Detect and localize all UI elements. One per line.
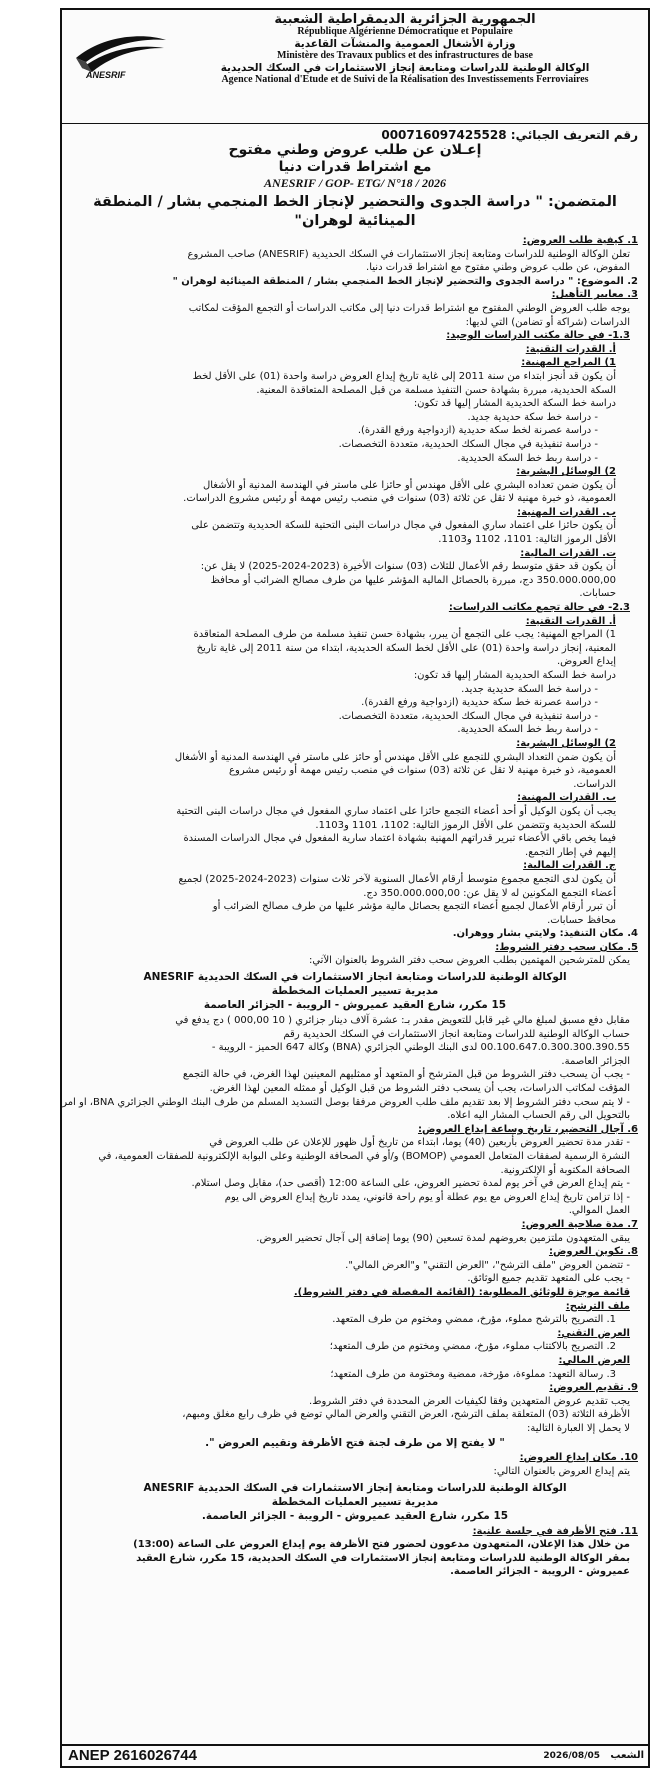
text-line: ب. القدرات المهنية: — [517, 506, 616, 518]
text-line: أن تبرر أرقام الأعمال لجميع أعضاء التجمع بحصائل مالية مؤشر عليها من طرف مصالح الضرائب أو — [212, 901, 616, 913]
address-line: 15 مكرر، شارع العقيد عميروش - الرويبة - الجزائر العاصمة. — [201, 1509, 509, 1522]
text-line: أن يكون قد حقق متوسط رقم الأعمال للثلاث (03) سنوات الأخيرة (2023-2024-2025) لا يقل عن: — [200, 561, 616, 573]
text-line: إيداع العروض. — [557, 656, 616, 668]
republic-fr: République Algérienne Démocratique et Populaire — [297, 26, 513, 37]
text-line: الجزائر العاصمة. — [561, 1055, 630, 1067]
text-line: ت. القدرات المالية: — [520, 547, 616, 559]
agency-fr: Agence National d'Etude et de Suivi de la Réalisation des Investissements Ferroviaires — [221, 74, 589, 85]
tax-id-label: رقم التعريف الجبائي: — [510, 128, 638, 142]
text-line: - إذا تزامن تاريخ إيداع العروض مع يوم عطلة أو يوم راحة قانوني، يمدد تاريخ إيداع العروض الى يوم — [224, 1191, 630, 1203]
text-line: - دراسة عصرنة لخط سكة حديدية (ازدواجية ورفع القدرة). — [357, 425, 598, 437]
text-line: ب. القدرات المهنية: — [517, 792, 616, 804]
text-line: 4. مكان التنفيذ: ولايتي بشار ووهران. — [452, 928, 638, 940]
text-line: الأقل الرموز التالية: 1101، 1102 و1103. — [438, 534, 616, 546]
notice-subtitle: مع اشتراط قدرات دنيا — [278, 159, 432, 175]
republic-ar: الجمهورية الجزائرية الديمقراطية الشعبية — [274, 12, 536, 27]
text-line: 2) الوسائل البشرية: — [516, 466, 616, 478]
address-block-2 — [72, 1481, 638, 1523]
publication-date: 2026/08/05 — [543, 1751, 600, 1761]
tax-id-number: 000716097425528 — [381, 128, 507, 142]
address-line: الوكالة الوطنية للدراسات ومتابعة انجاز الاستثمارات في السكك الحديدية ANESRIF — [143, 971, 567, 984]
text-line: 9. تقديم العروض: — [549, 1382, 638, 1394]
text-line: للسكة الحديدية وتتضمن على الأقل الرموز التالية: 1102، 1101 و1103. — [315, 819, 616, 831]
text-line: دراسة خط السكة الحديدية المشار إليها قد تكون: — [413, 670, 616, 681]
address-line: مديرية تسيير العمليات المخططة — [271, 985, 439, 998]
text-line: 2. التصريح بالاكتتاب مملوء، مؤرخ، ممضي ومختوم من طرف المتعهد؛ — [329, 1341, 616, 1353]
logo-text: ANESRIF — [86, 70, 126, 80]
ministry-ar: وزارة الأشغال العمومية والمنشآت القاعدية — [294, 38, 516, 50]
text-line: 1. كيفية طلب العروض: — [522, 235, 638, 246]
text-line: 8. تكوين العروض: — [548, 1246, 638, 1258]
text-line: 6. آجال التحضير، تاريخ وساعة إيداع العروض: — [417, 1123, 638, 1135]
text-line: بمقر الوكالة الوطنية للدراسات ومتابعة إنجاز الاستثمارات في السكك الحديدية، 15 مكرر، شارع العقيد — [136, 1552, 630, 1564]
text-line: 350.000.000,00 دج، مبررة بالحصائل المالية المؤشر عليها من طرف مصالح الضرائب أو محافظ — [210, 574, 616, 586]
sections-5-9 — [62, 1014, 638, 1435]
text-line: 2) الوسائل البشرية: — [516, 737, 616, 749]
text-line: عميروش - الرويبة - الجزائر العاصمة. — [450, 1566, 630, 1578]
notice-body — [62, 124, 648, 1579]
text-line: - يجب أن يسحب دفتر الشروط من قبل المترشح أو المتعهد أو ممثليهم المعينين لهذا الغرض، في حالة التجمع — [182, 1069, 630, 1081]
text-line: لا يحمل إلا العبارة التالية: — [527, 1422, 630, 1434]
text-line: يمكن للمترشحين المهتمين بطلب العروض سحب دفتر الشروط بالعنوان الآتي: — [308, 955, 630, 967]
text-line: - دراسة خط سكة حديدية جديد. — [467, 411, 598, 423]
address-line: الوكالة الوطنية للدراسات ومتابعة إنجاز الاستثمارات في السكك الحديدية ANESRIF — [143, 1481, 567, 1494]
tax-id — [72, 128, 638, 142]
anep-number: ANEP 2616026744 — [68, 1747, 197, 1764]
text-line: - دراسة ربط خط السكة الحديدية. — [457, 724, 598, 736]
text-line: حسابات. — [579, 588, 616, 600]
text-line: أن يكون ضمن التعداد البشري للتجمع على الأقل مهندس أو حائز على ماستر في الهندسة المدنية أو الأشغال — [174, 751, 616, 763]
text-line: 1) المراجع المهنية: — [521, 357, 616, 369]
newspaper-name: الشعب — [610, 1750, 644, 1761]
text-line: 00.100.647.0.300.300.390.55 لدى البنك الوطني الجزائري (BNA) وكالة 647 الحميز - الرويبة - — [211, 1042, 630, 1054]
letterhead — [62, 10, 648, 124]
text-line: 3. معايير التأهيل: — [551, 289, 638, 301]
text-line: أن يكون قد أنجز ابتداء من سنة 2011 إلى غاية تاريخ إيداع العروض دراسة واحدة (01) على الأقل لخط — [192, 370, 616, 382]
address-line: مديرية تسيير العمليات المخططة — [271, 1495, 439, 1508]
text-line: الدراسات (شراكة أو تضامن) التي لديها: — [465, 316, 630, 328]
text-line: 2.3- في حالة تجمع مكاتب الدراسات: — [448, 602, 630, 614]
ministry-fr: Ministère des Travaux publics et des infrastructures de base — [277, 50, 533, 61]
text-line: أن يكون لدى التجمع مجموع متوسط أرقام الأعمال السنوية لآخر ثلاث سنوات (2023-2024-2025) لجميع — [178, 873, 616, 885]
text-line: 1) المراجع المهنية: يجب على التجمع أن يبرر، بشهادة حسن تنفيذ مسلمة من طرف المصلحة المتعاقدة — [193, 629, 616, 641]
text-line: الأظرفة الثلاثة (03) المتعلقة بملف الترشح، العرض التقني والعرض المالي توضع في ظرف رابع مغلق ومبهم، — [182, 1409, 630, 1421]
text-line: 1. التصريح بالترشح مملوء، مؤرخ، ممضي ومختوم من طرف المتعهد. — [332, 1314, 616, 1326]
text-line: المعنية، إنجاز دراسة واحدة (01) على الأقل لخط السكة الحديدية، ابتداء من سنة 2011 إلى غاية تاريخ — [196, 642, 616, 654]
text-line: أن يكون حائزا على اعتماد ساري المفعول في مجال دراسات البنى التحتية للسكة الحديدية وتتضمن على — [191, 520, 616, 532]
envelope-inscription: " لا يفتح إلا من طرف لجنة فتح الأظرفة وتقييم العروض ". — [205, 1437, 505, 1450]
text-line: النشرة الرسمية لصفقات المتعامل العمومي (BOMOP) و/أو في الصحافة الوطنية وعلى البوابة الإلكترونية للصفقات العمومية، في — [98, 1151, 630, 1162]
text-line: - لا يتم سحب دفتر الشروط إلا بعد تقديم ملف طلب العروض مرفقا بوصل التسديد المسلم من طرف البنك الوطني الجزائري BNA، او امر — [62, 1096, 630, 1108]
address-line: 15 مكرر، شارع العقيد عميروش - الرويبة - الجزائر العاصمة — [203, 999, 507, 1012]
text-line: أعضاء التجمع المكونين له لا يقل عن: 350.000.000,00 دج. — [363, 887, 616, 899]
text-line: الصحافة المكتوبة أو الإلكترونية. — [500, 1164, 630, 1176]
text-line: يجب أن يكون الوكيل أو أحد أعضاء التجمع حائزا على اعتماد ساري المفعول في مجال دراسات البنى التحتية — [176, 805, 616, 817]
tender-notice-page — [60, 8, 650, 1768]
text-line: - دراسة عصرنة خط سكة حديدية (ازدواجية ورفع القدرة). — [361, 697, 598, 709]
text-line: 7. مدة صلاحية العروض: — [521, 1218, 638, 1230]
section-11 — [72, 1525, 638, 1579]
text-line: - يجب على المتعهد تقديم جميع الوثائق. — [467, 1273, 630, 1285]
sections-1-5 — [72, 234, 638, 968]
notice-title: إعـلان عن طلب عروض وطني مفتوح — [228, 142, 482, 158]
text-line: العمل الموالي. — [568, 1205, 630, 1217]
text-line: العرض المالي: — [558, 1354, 630, 1366]
text-line: - دراسة خط السكة حديدية جديد. — [461, 683, 598, 695]
text-line: المؤقت لمكاتب الدراسات، يجب أن يسحب دفتر الشروط من قبل الوكيل أو ممثله المعين لهذا الغرض. — [209, 1083, 630, 1095]
section-10 — [72, 1451, 638, 1478]
text-line: أ. القدرات التقنية: — [525, 343, 616, 355]
text-line: محافظ حسابات. — [547, 914, 616, 926]
text-line: السكة الحديدية، مبررة بشهادة حسن التنفيذ مسلمة من قبل المصلحة المتعاقدة المعنية. — [256, 384, 616, 396]
text-line: - تتضمن العروض "ملف الترشح"، "العرض التقني" و"العرض المالي". — [345, 1259, 630, 1271]
text-line: ملف الترشح: — [565, 1300, 630, 1312]
text-line: أ. القدرات التقنية: — [525, 615, 616, 627]
footer — [62, 1744, 648, 1766]
text-line: من خلال هذا الإعلان، المتعهدون مدعوون لحضور فتح الأظرفة يوم إيداع العروض على الساعة (13:00) — [133, 1539, 630, 1551]
text-line: 3. رسالة التعهد: مملوءة، مؤرخة، ممضية ومختومة من طرف المتعهد؛ — [330, 1368, 616, 1380]
text-line: 11. فتح الأظرفة في جلسة علنية: — [472, 1525, 638, 1537]
text-line: إليهم في إطار التجمع. — [525, 846, 616, 858]
notice-subject: المتضمن: " دراسة الجدوى والتحضير لإنجاز الخط المنجمي بشار / المنطقة المينائية لوهران" — [93, 194, 617, 229]
address-block-1 — [72, 970, 638, 1012]
text-line: حساب الوكالة الوطنية للدراسات ومتابعة انجاز الاستثمارات في السكك الحديدية رقم — [283, 1028, 630, 1040]
agency-ar: الوكالة الوطنية للدراسات ومتابعة إنجاز الاستثمارات في السكك الحديدية — [220, 62, 590, 74]
text-line: - دراسة تنفيذية في مجال السكك الحديدية، متعددة التخصصات. — [338, 438, 598, 450]
text-line: 1.3- في حالة مكتب الدراسات الوحيد: — [446, 330, 630, 342]
text-line: دراسة خط السكة الحديدية المشار إليها قد تكون: — [413, 398, 616, 410]
text-line: يبقى المتعهدون ملتزمين بعروضهم لمدة تسعين (90) يوما إضافة إلى آجال تحضير العروض. — [256, 1232, 630, 1244]
text-line: قائمة موجزة للوثائق المطلوبة: (القائمة المفصلة في دفتر الشروط). — [293, 1286, 630, 1298]
text-line: العمومية، ذو خبرة مهنية لا تقل عن ثلاثة (03) سنوات في منصب رئيس مهمة أو رئيس مشروع الدراسات. — [183, 493, 616, 505]
text-line: يوجه طلب العروض الوطني المفتوح مع اشتراط قدرات دنيا إلى مكاتب الدراسات أو التجمع المؤقت لمكاتب — [188, 302, 630, 314]
text-line: أن يكون ضمن تعداده البشري على الأقل مهندس أو حائزا على ماستر في الهندسة المدنية أو الأشغال — [202, 479, 616, 491]
text-line: الدراسات. — [573, 778, 616, 790]
text-line: العمومية، ذو خبرة مهنية لا تقل عن ثلاثة (03) سنوات في منصب رئيس مهمة أو رئيس مشروع — [229, 765, 616, 777]
notice-reference: ANESRIF / GOP- ETG/ N°18 / 2026 — [264, 176, 446, 190]
text-line: تعلن الوكالة الوطنية للدراسات ومتابعة إنجاز الاستثمارات في السكك الحديدية (ANESRIF) صاحب المشروع — [187, 248, 630, 260]
text-line: - دراسة تنفيذية في مجال السكك الحديدية، متعددة التخصصات. — [338, 710, 598, 722]
text-line: - تقدر مدة تحضير العروض بأربعين (40) يوما، ابتداء من تاريخ أول ظهور للإعلان عن طلب العروض في — [209, 1137, 630, 1149]
text-line: فيما يخص باقي الأعضاء تبرير قدراتهم المهنية بشهادة اعتماد سارية المفعول في مجال الدراسات المسندة — [183, 833, 616, 845]
text-line: المفوض، عن طلب عروض وطني مفتوح مع اشتراط قدرات دنيا. — [366, 262, 630, 274]
text-line: 5. مكان سحب دفتر الشروط: — [495, 941, 638, 953]
text-line: يتم إيداع العروض بالعنوان التالي: — [493, 1466, 630, 1478]
text-line: مقابل دفع مسبق لمبلغ مالي غير قابل للتعويض مقدر بـ: عشرة آلاف دينار جزائري ( 10 000,00 ) دج يدفع في — [175, 1015, 630, 1027]
text-line: العرض التقني: — [557, 1327, 630, 1339]
text-line: بالتحويل الى رقم الحساب المشار اليه اعلاه. — [447, 1110, 630, 1122]
header-titles — [170, 14, 640, 86]
text-line: 10. مكان إيداع العروض: — [519, 1452, 638, 1464]
text-line: - دراسة ربط خط السكة الحديدية. — [457, 452, 598, 464]
text-line: ج. القدرات المالية: — [523, 860, 616, 872]
text-line: يجب تقديم عروض المتعهدين وفقا لكيفيات العرض المحددة في دفتر الشروط. — [309, 1395, 630, 1407]
text-line: 2. الموضوع: " دراسة الجدوى والتحضير لإنجاز الخط المنجمي بشار / المنطقة المينائية لوهران " — [172, 275, 638, 287]
text-line: - يتم إيداع العرض في آخر يوم لمدة تحضير العروض، على الساعة 12:00 (أقصى حد)، مقابل وصل استلام. — [191, 1178, 630, 1190]
